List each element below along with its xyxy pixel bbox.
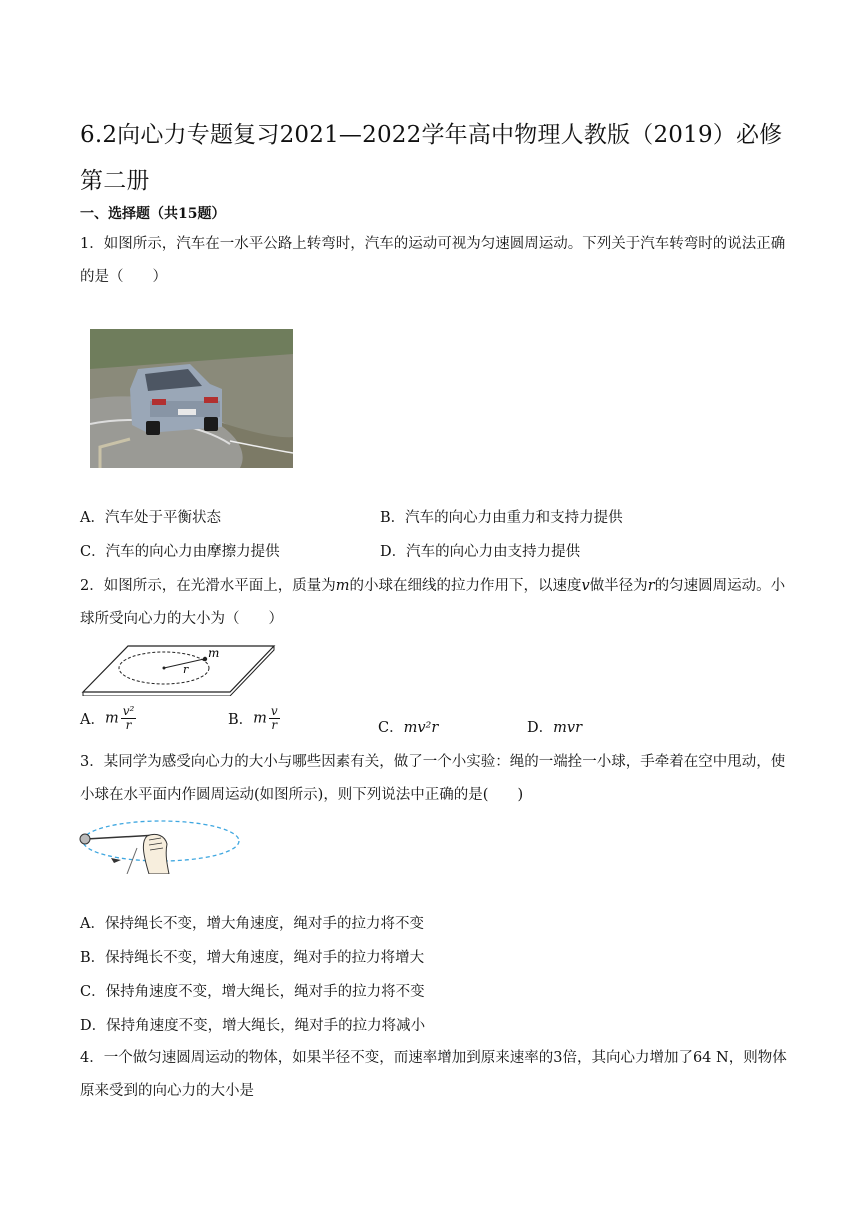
q2-option-a: A．m $\frac{\text{v²}}{r}$ — [80, 704, 135, 732]
question-3-stem: 3．某同学为感受向心力的大小与哪些因素有关，做了一个小实验：绳的一端拴一小球，手牵着在空中甩动，使小球在水平面内作圆周运动(如图所示)，则下列说法中正确的是( ) — [80, 754, 786, 803]
q1-option-c: C．汽车的向心力由摩擦力提供 — [80, 544, 280, 560]
question-4-stem: 4．一个做匀速圆周运动的物体，如果半径不变，而速率增加到原来速率的3倍，其向心力增加了64 N，则物体原来受到的向心力的大小是 — [80, 1050, 787, 1099]
fig-label-m: m — [208, 646, 220, 660]
question-1-stem: 1．如图所示，汽车在一水平公路上转弯时，汽车的运动可视为匀速圆周运动。下列关于汽车转弯时的说法正确的是（ ） — [80, 236, 786, 285]
page-title: 6.2向心力专题复习2021—2022学年高中物理人教版（2019）必修第二册 — [80, 122, 783, 194]
question-2-stem: 2．如图所示，在光滑水平面上，质量为m的小球在细线的拉力作用下，以速度v做半径为r的匀速圆周运动。小球所受向心力的大小为（ ） — [80, 578, 786, 627]
q1-option-b: B．汽车的向心力由重力和支持力提供 — [380, 510, 623, 526]
q3-option-b: B．保持绳长不变，增大角速度，绳对手的拉力将增大 — [80, 950, 425, 966]
fig-label-r: r — [183, 663, 189, 676]
smooth-plane-circle-diagram — [80, 640, 276, 696]
q3-option-a: A．保持绳长不变，增大角速度，绳对手的拉力将不变 — [80, 916, 424, 932]
car-turning-photo — [90, 329, 293, 468]
q3-option-d: D．保持角速度不变，增大绳长，绳对手的拉力将减小 — [80, 1018, 426, 1034]
section-heading: 一、选择题（共15题） — [80, 206, 226, 222]
q2-option-c: C．mv²r — [378, 720, 439, 736]
q2-option-b: B．m $\frac{v}{r}$ — [228, 704, 278, 732]
q2-option-d: D．mvr — [527, 720, 583, 736]
q1-option-d: D．汽车的向心力由支持力提供 — [380, 544, 581, 560]
q3-option-c: C．保持角速度不变，增大绳长，绳对手的拉力将不变 — [80, 984, 425, 1000]
ball-on-string-diagram — [77, 818, 240, 874]
q1-option-a: A．汽车处于平衡状态 — [80, 510, 221, 526]
